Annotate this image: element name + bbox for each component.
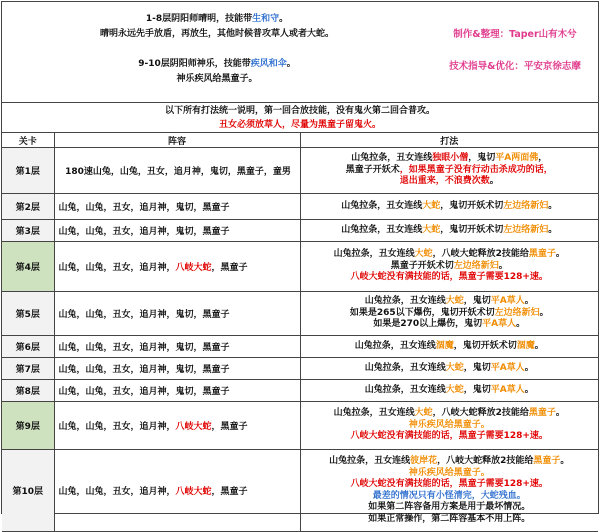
credit-tech: 技术指导&优化：平安京徐志摩 [449, 61, 581, 72]
table-row [2, 358, 598, 380]
lineup-cell [54, 148, 300, 194]
stage-cell: 第6层 [2, 336, 54, 358]
text-segment: 大蛇 [445, 384, 464, 395]
table-row [2, 292, 598, 336]
stage-cell: 第7层 [2, 358, 54, 380]
text-segment: 左边络新妇 [453, 260, 499, 271]
text-segment: ，鬼切开妖术切 [440, 200, 504, 211]
text-segment: 山兔，山兔，丑女，追月神，鬼切，黑童子 [58, 387, 230, 397]
method-cell [300, 194, 598, 220]
text-segment: 。 [555, 408, 565, 419]
text-segment: 如果正常操作，第二阵容基本不用上阵。 [368, 513, 531, 524]
text-segment: 山兔拉条，丑女连线 [351, 153, 433, 164]
text-segment: ，鬼切开妖术切 [453, 340, 517, 351]
text-segment: ，黑童子 [211, 487, 248, 497]
text-segment: 。 [534, 340, 544, 351]
text-segment: 左边络新妇 [503, 224, 549, 235]
text-segment: 平A草人 [482, 319, 517, 330]
text-segment: 山兔拉条，丑女连线 [364, 384, 446, 395]
text-segment: 黑童子 [528, 408, 556, 419]
text-segment: 八岐大蛇 [175, 422, 212, 432]
method-line [303, 491, 597, 503]
method-cell [300, 380, 598, 402]
text-segment: 。 [524, 384, 534, 395]
text-segment: ，鬼切 [468, 153, 496, 164]
text-segment: ，鬼切开妖术切 [440, 224, 504, 235]
text-segment: 彼岸花 [410, 456, 438, 466]
text-segment: 黑童子开妖术 [345, 164, 400, 175]
text-segment: 左边络新妇 [494, 307, 540, 318]
intro-section [2, 2, 598, 103]
text-segment: 如果第二阵容备用方案是用于最坏情况。 [368, 502, 531, 512]
lineup-cell [54, 450, 300, 532]
text-segment: 涸魔 [516, 340, 535, 351]
text-segment: 山兔，山兔，丑女，追月神，鬼切，黑童子 [58, 227, 230, 237]
text-segment: 大蛇 [422, 200, 441, 211]
note-line-1: 以下所有打法统一说明，第一回合放技能，没有鬼火第二回合普攻。 [164, 106, 435, 116]
credit-author: 制作&整理：Taper山有木兮 [453, 29, 577, 40]
text-segment: 黑童子 [533, 456, 561, 466]
text-segment: 山兔，山兔，丑女，追月神，鬼切，黑童子 [58, 310, 230, 320]
header-stage: 关卡 [2, 133, 54, 148]
stage-cell: 第4层 [2, 242, 54, 292]
table-row [2, 220, 598, 242]
table-row [2, 194, 598, 220]
method-cell [300, 148, 598, 194]
text-segment: 山兔，山兔，丑女，追月神， [58, 263, 176, 273]
text-segment: 。 [489, 176, 499, 187]
text-segment: 山兔，山兔，丑女，追月神， [58, 487, 176, 497]
text-segment: 黑童子开妖术切 [390, 260, 454, 271]
text-segment: 大蛇 [422, 224, 441, 235]
intro-line-4: 神乐疾风给黑童子。 [176, 74, 258, 84]
text-segment: 山兔拉条，丑女连线 [341, 224, 423, 235]
stage-cell: 第1层 [2, 148, 54, 194]
general-note [2, 103, 598, 133]
text-segment: 。 [548, 200, 558, 211]
method-line [303, 296, 597, 308]
method-line [303, 363, 597, 375]
text-segment: 如果是270以上爆伤，鬼切 [373, 319, 483, 330]
text-segment: ，黑童子 [211, 422, 248, 432]
text-segment: 平A两面佛 [495, 153, 539, 164]
lineup-cell [54, 358, 300, 380]
method-line [303, 456, 597, 468]
method-line [303, 408, 597, 420]
lineup-cell [54, 380, 300, 402]
text-segment: 神乐疾风给黑童子。 [408, 419, 490, 430]
method-cell [300, 242, 598, 292]
table-header-row [2, 133, 598, 148]
text-segment: 山兔拉条，丑女连线 [364, 296, 446, 307]
text-segment: 山兔拉条，丑女连线 [364, 362, 446, 373]
text-segment: 。 [516, 319, 526, 330]
header-method: 打法 [300, 133, 598, 148]
method-line [303, 341, 597, 353]
method-line [303, 261, 597, 273]
method-line [303, 225, 597, 237]
text-segment: ，八岐大蛇释放2技能给 [432, 408, 529, 419]
text-segment: 左边络新妇 [503, 200, 549, 211]
text-segment: 神乐疾风给黑童子。 [408, 467, 490, 478]
text-segment: ，鬼切 [463, 296, 491, 307]
text-segment: 退出重来，不浪费次数 [399, 176, 490, 187]
lineup-cell [54, 194, 300, 220]
method-cell [300, 402, 598, 450]
text-segment: 大蛇 [414, 249, 433, 260]
stage-cell: 第10层 [2, 450, 54, 532]
text-segment: 山兔拉条，丑女连线 [354, 340, 436, 351]
text-segment: 山兔拉条，丑女连线 [329, 456, 411, 466]
table-row [2, 450, 598, 532]
text-segment: 涸魔 [435, 340, 454, 351]
stage-cell: 第5层 [2, 292, 54, 336]
text-segment: 。 [555, 249, 565, 260]
method-cell [300, 358, 598, 380]
table-row [2, 148, 598, 194]
text-segment: 。 [548, 224, 558, 235]
text-segment: 大蛇 [445, 362, 464, 373]
method-cell [300, 292, 598, 336]
text-segment: ，八岐大蛇释放2技能给 [437, 456, 534, 466]
text-segment: 八岐大蛇没有满技能的话，黑童子需要128+速。 [350, 479, 548, 489]
text-segment: 八岐大蛇 [175, 487, 212, 497]
text-segment: ，黑童子 [211, 263, 248, 273]
stage-cell: 第9层 [2, 402, 54, 450]
method-cell [300, 450, 598, 532]
text-segment: ，鬼切 [463, 384, 491, 395]
text-segment: 大蛇 [445, 296, 464, 307]
text-segment: ， [538, 153, 548, 164]
text-segment: 山兔拉条，丑女连线 [333, 249, 415, 260]
text-segment: 180速山兔，山兔，丑女，追月神，鬼切，黑童子，童男 [65, 167, 291, 177]
text-segment: 最差的情况只有小怪清完，大蛇残血。 [372, 490, 526, 501]
text-segment: 如果是265以下爆伤，鬼切开妖术切 [349, 307, 495, 318]
text-segment: 平A草人 [490, 384, 525, 395]
text-segment: 。 [498, 260, 508, 271]
table-row [2, 380, 598, 402]
text-segment: 平A草人 [490, 296, 525, 307]
method-line [303, 420, 597, 432]
text-segment: 。 [539, 307, 549, 318]
intro-line-3: 9-10层阴阳师神乐，技能带疾风和伞。 [138, 59, 296, 69]
text-segment: 山兔拉条，丑女连线 [341, 200, 423, 211]
table-row [2, 402, 598, 450]
lineup-cell [54, 220, 300, 242]
text-segment: 山兔，山兔，丑女，追月神， [58, 422, 176, 432]
method-line [303, 153, 597, 165]
intro-line-1: 1-8层阴阳师晴明，技能带生和守。 [145, 14, 289, 24]
method-cell [300, 220, 598, 242]
table-row [2, 242, 598, 292]
text-segment: 独眼小僧 [432, 153, 469, 164]
method-line [303, 165, 597, 177]
method-line [303, 385, 597, 397]
stage-cell: 第8层 [2, 380, 54, 402]
text-segment: ，鬼切 [463, 362, 491, 373]
text-segment: 黑童子 [528, 249, 556, 260]
stage-cell: 第3层 [2, 220, 54, 242]
method-line [303, 249, 597, 261]
lineup-cell [54, 292, 300, 336]
method-line [303, 201, 597, 213]
note-line-2: 丑女必须放草人，尽量为黑童子留鬼火。 [218, 120, 381, 130]
text-segment: 大蛇 [414, 408, 433, 419]
method-line [303, 176, 597, 188]
stage-cell: 第2层 [2, 194, 54, 220]
method-cell [300, 336, 598, 358]
stage-table [2, 133, 598, 532]
text-segment: 。 [524, 362, 534, 373]
method-line [303, 514, 597, 526]
text-segment: 山兔，山兔，丑女，追月神，鬼切，黑童子 [58, 365, 230, 375]
intro-line-2: 晴明永远先手放盾，再放生，其他时候普攻草人或者大蛇。 [99, 29, 334, 39]
text-segment: 。 [524, 296, 534, 307]
strategy-sheet [1, 1, 599, 524]
method-line [303, 468, 597, 480]
table-row [2, 336, 598, 358]
text-segment: 山兔，山兔，丑女，追月神，鬼切，黑童子 [58, 203, 230, 213]
text-segment: 。 [560, 456, 570, 466]
lineup-cell [54, 336, 300, 358]
text-segment: 山兔拉条，丑女连线 [333, 408, 415, 419]
method-line [303, 479, 597, 491]
text-segment: ，八岐大蛇释放2技能给 [432, 249, 529, 260]
method-line [303, 272, 597, 284]
header-lineup: 阵容 [54, 133, 300, 148]
text-segment: 山兔，山兔，丑女，追月神，鬼切，黑童子 [58, 343, 230, 353]
method-line [303, 431, 597, 443]
lineup-cell [54, 242, 300, 292]
text-segment: 八岐大蛇没有满技能的话，黑童子需要128+速。 [350, 431, 548, 442]
text-segment: ，如果黑童子没有行动击杀成功的话， [399, 164, 553, 175]
method-line [303, 308, 597, 320]
method-line [303, 502, 597, 514]
lineup-cell [54, 402, 300, 450]
text-segment: 八岐大蛇没有满技能的话，黑童子需要128+速。 [350, 272, 548, 283]
text-segment: 八岐大蛇 [175, 263, 212, 273]
method-line [303, 319, 597, 331]
text-segment: 平A草人 [490, 362, 525, 373]
